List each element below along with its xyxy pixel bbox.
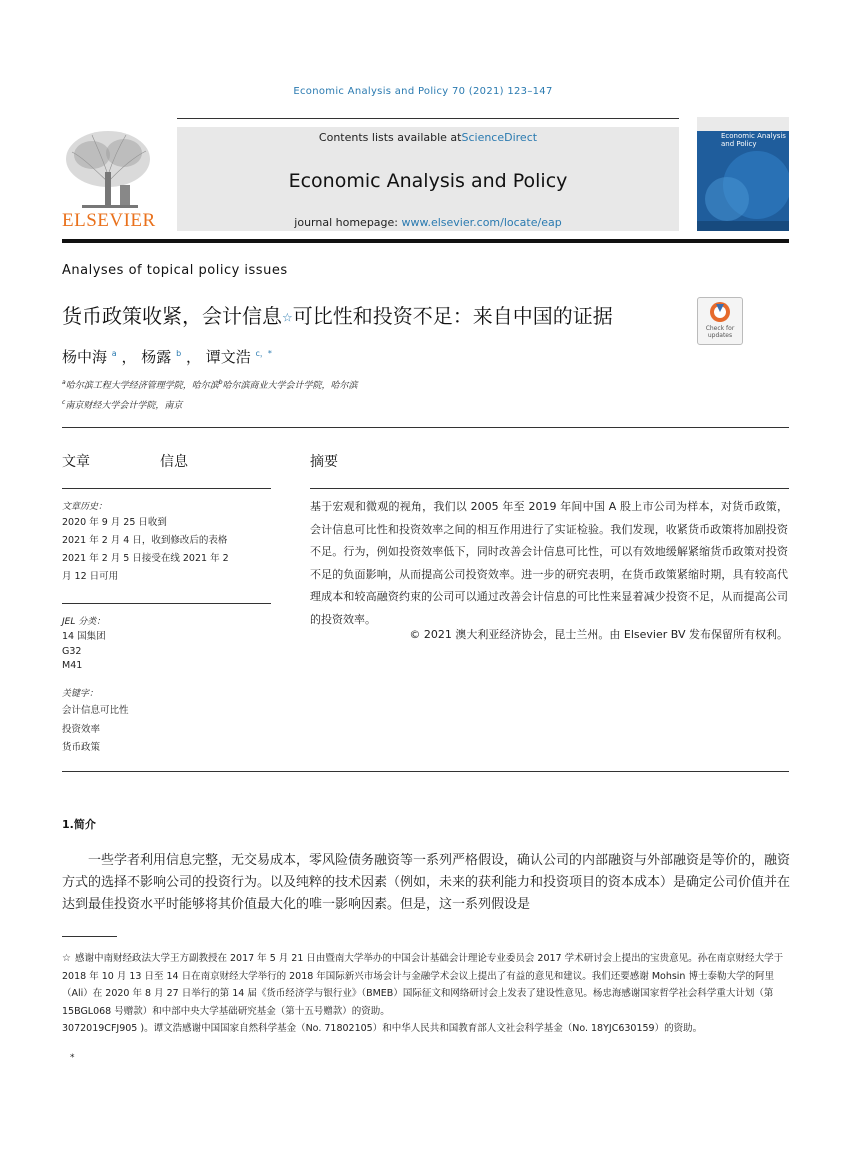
author-affil-sup[interactable]: b — [176, 349, 182, 358]
sciencedirect-link[interactable]: ScienceDirect — [461, 131, 538, 144]
author-name[interactable]: 杨露 — [141, 348, 172, 366]
affiliation-text: 哈尔滨工程大学经济管理学院，哈尔滨 — [65, 381, 219, 391]
check-updates-line1: Check for — [705, 325, 735, 332]
article-info-heading-a: 文章 — [62, 454, 90, 470]
affiliation-line-1 — [62, 378, 358, 391]
author-affil-sup[interactable]: c，* — [255, 349, 272, 358]
article-info-heading-b: 信息 — [160, 454, 188, 470]
jel-item: G32 — [62, 645, 82, 657]
divider — [62, 427, 789, 428]
history-list — [62, 514, 272, 586]
title-part2: 可比性和投资不足：来自中国的证据 — [292, 304, 613, 328]
author-list: 杨中海 $^a$ ， 杨露 $^b$ ， 谭文浩 $^{c,*}$ — [62, 348, 272, 366]
history-item: 2021 年 2 月 4 日，收到修改后的表格 — [62, 535, 228, 546]
title-part1: 货币政策收紧，会计信息 — [62, 304, 282, 328]
intro-paragraph: 一些学者利用信息完整，无交易成本，零风险债务融资等一系列严格假设，确认公司的内部融资与外部融资是等价的，融资方式的选择不影响公司的投资行为。以及纯粹的技术因素（例如，未来的获利能力和投资项目的资本成本）是确定公司价值并在达到最佳投资水平时能够将其价值最大化的唯一影响因素。但是，这一系列假设是 — [62, 853, 791, 912]
header-rule-thick — [62, 239, 789, 243]
keyword-item: 会计信息可比性 — [62, 705, 129, 716]
jel-item: M41 — [62, 660, 83, 671]
keyword-item: 货币政策 — [62, 742, 101, 753]
keywords-label: 关键字： — [62, 689, 99, 699]
jel-list — [62, 630, 106, 674]
keyword-item: 投资效率 — [62, 723, 101, 735]
footnote-star-icon: ☆ — [62, 953, 71, 964]
check-updates-line2: updates — [707, 332, 733, 339]
author-affil-sup[interactable]: a — [111, 349, 117, 358]
title-footnote-star-icon[interactable]: ☆ — [282, 310, 293, 325]
check-for-updates-button[interactable] — [697, 297, 743, 345]
divider — [310, 488, 789, 489]
history-item: 月 12 日可用 — [62, 571, 119, 582]
history-item: 2020 年 9 月 25 日收到 — [62, 517, 167, 528]
check-updates-icon — [698, 298, 742, 326]
affil-marker: c — [62, 399, 66, 406]
contents-line — [177, 131, 679, 144]
affil-marker: b — [218, 379, 223, 386]
cover-title-line2: and Policy — [721, 140, 757, 148]
contents-prefix: Contents lists available at — [318, 131, 462, 144]
abstract-text: 基于宏观和微观的视角，我们以 2005 年至 2019 年间中国 A 股上市公司为样本，对货币政策，会计信息可比性和投资效率之间的相互作用进行了实证检验。我们发现，收紧货币政策将加剧投资不足。行为，例如投资效率低下，同时改善会计信息可比性，可以有效地缓解紧缩货币政策对投资不足的负面影响，从而提高公司投资效率。进一步的研究表明，在货币政策紧缩时期，具有较高代理成本和较高融资约束的公司可以通过改善会计信息的可比性来显着减少投资不足，从而提高公司的投资效率。 — [310, 500, 788, 626]
publisher-name: ELSEVIER — [62, 210, 156, 231]
divider — [62, 771, 789, 772]
copyright-notice: © 2021 澳大利亚经济协会，昆士兰州。由 Elsevier BV 发布保留所有权利。 — [409, 628, 788, 641]
keywords-list — [62, 702, 129, 758]
footnote-text-2: 3072019CFJ905 )。谭文浩感谢中国国家自然科学基金（No. 71802105）和中华人民共和国教育部人文社会科学基金（No. 18YJC630159）的资助。 — [62, 1023, 703, 1034]
author-name[interactable]: 杨中海 — [62, 348, 108, 366]
journal-title: Economic Analysis and Policy — [288, 170, 568, 192]
journal-homepage — [177, 216, 679, 229]
journal-reference[interactable]: Economic Analysis and Policy 70 (2021) 123–147 — [293, 86, 553, 97]
header-rule-top — [177, 118, 679, 119]
affiliation-text: 南京财经大学会计学院，南京 — [65, 401, 183, 411]
section-label: Analyses of topical policy issues — [62, 263, 288, 278]
abstract-heading: 摘要 — [310, 454, 338, 470]
divider — [62, 488, 271, 489]
history-item: 2021 年 2 月 5 日接受在线 2021 年 2 — [62, 553, 229, 564]
section-heading: 1.简介 — [62, 818, 96, 831]
cover-title-line1: Economic Analysis — [721, 132, 786, 140]
jel-label: JEL 分类： — [62, 617, 106, 627]
elsevier-logo — [62, 127, 154, 232]
jel-item: 14 国集团 — [62, 631, 106, 642]
affiliation-line-2 — [62, 398, 182, 411]
history-label: 文章历史： — [62, 502, 108, 512]
paper-title — [62, 300, 613, 329]
footnote-asterisk: * — [70, 1053, 75, 1063]
affiliation-text: 哈尔滨商业大学会计学院，哈尔滨 — [222, 381, 358, 391]
author-name[interactable]: 谭文浩 — [205, 348, 251, 366]
homepage-prefix: journal homepage: — [294, 216, 402, 229]
homepage-link[interactable]: www.elsevier.com/locate/eap — [401, 216, 562, 229]
footnote — [62, 950, 790, 1038]
footnote-text: 感谢中南财经政法大学王方副教授在 2017 年 5 月 21 日由暨南大学举办的中国会计基础会计理论专业委员会 2017 学术研讨会上提出的宝贵意见。孙在南京财经大学于 2018 年 10 月 13 日至 14 日在南京财经大学举行的 2018 年国际新兴市场会计与金融学术会议上提出了有益的意见和建议。我们还要感谢 Mohsin 博士泰勒大学的阿里（Ali）在 2020 年 8 月 27 日举行的第 14 届《货币经济学与银行业》（BMEB）国际征文和网络研讨会上发表了建设性意见。杨忠海感谢国家哲学社会科学重大计划（第 15BGL068 号赠款）和中部中央大学基础研究基金（第十五号赠款）的资助。 — [62, 953, 784, 1017]
divider — [62, 603, 271, 604]
affil-marker: a — [62, 379, 66, 386]
journal-cover[interactable] — [697, 117, 789, 231]
check-updates-label — [698, 325, 742, 339]
footnote-rule — [62, 936, 117, 937]
